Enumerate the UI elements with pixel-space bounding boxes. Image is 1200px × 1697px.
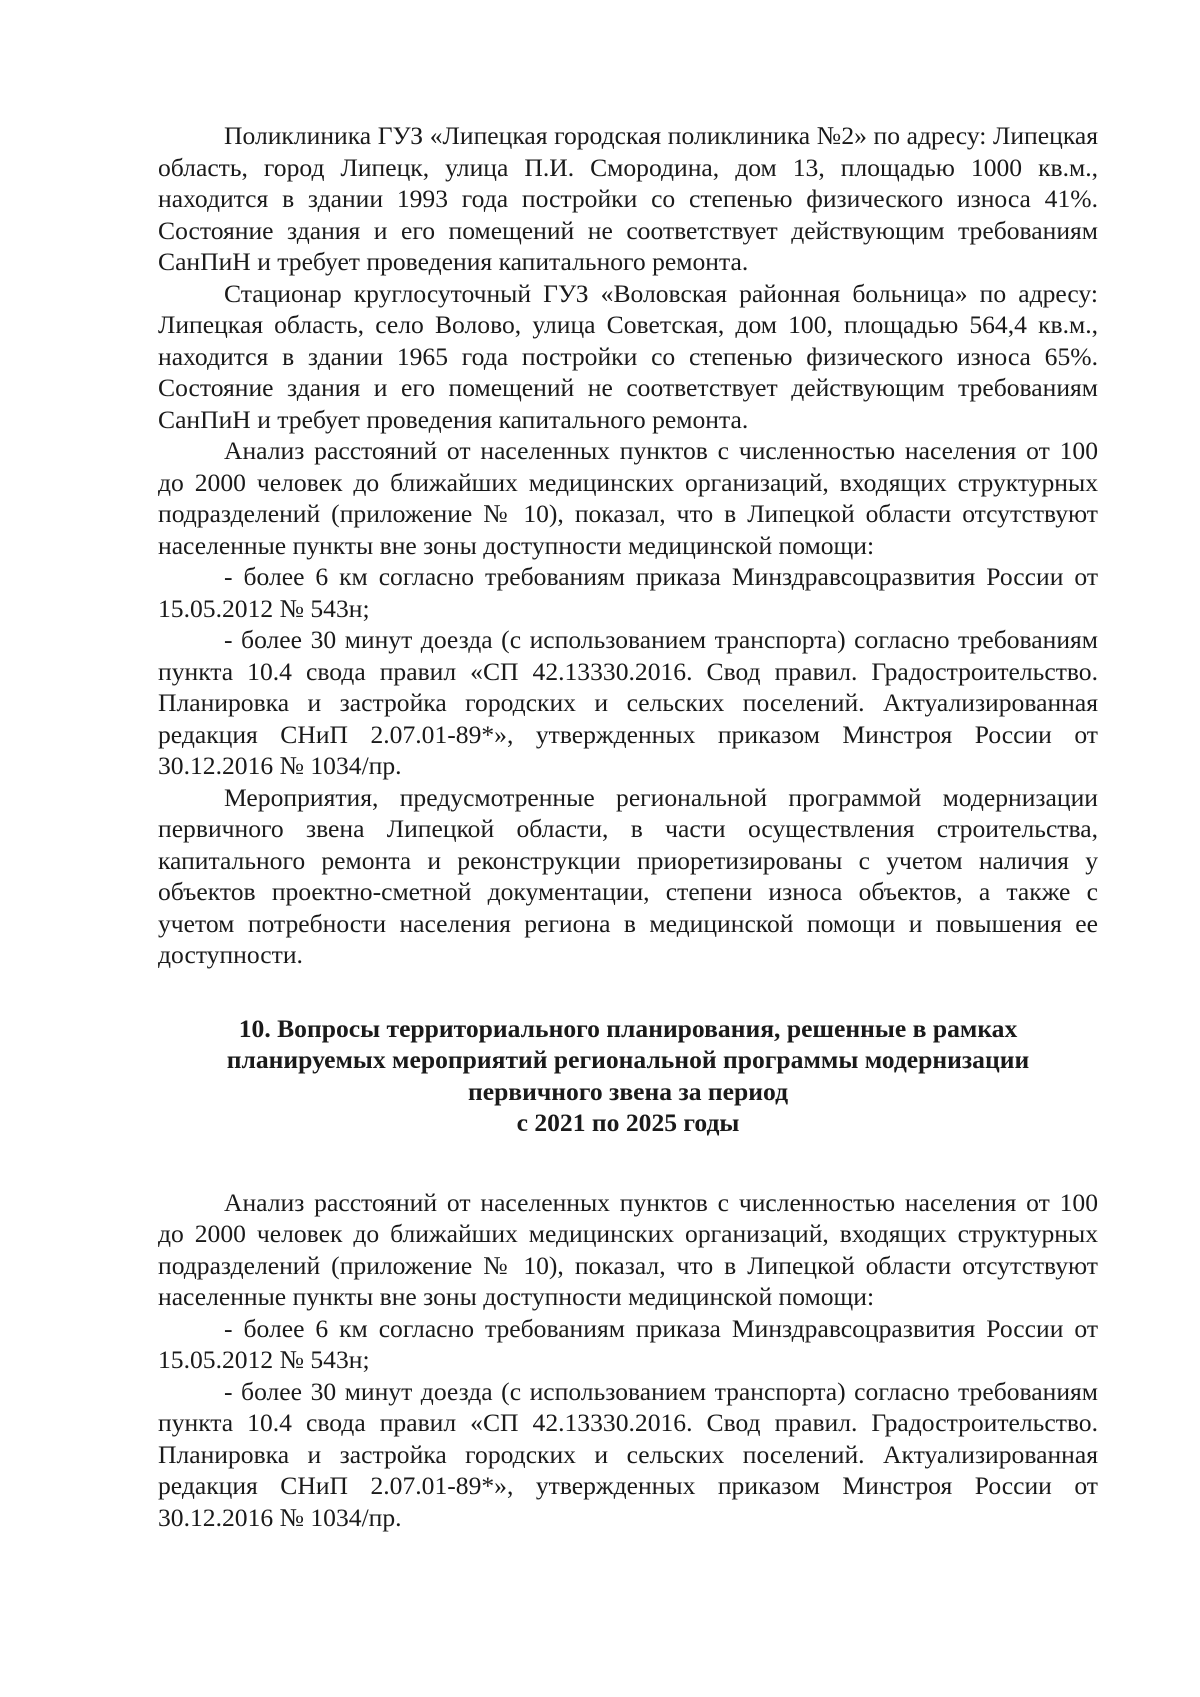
paragraph-distance-analysis-repeat: Анализ расстояний от населенных пунктов с численностью населения от 100 до 2000 человек до ближайших медицинских организаций, входящих структурных подразделений (приложение № 10), показал, что в Липецкой области отсутствуют населенные пункты вне зоны доступности медицинской помощи: xyxy=(158,1187,1098,1311)
section-spacer xyxy=(158,1139,1098,1187)
list-item-6km: - более 6 км согласно требованиям приказа Минздравсоцразвития России от 15.05.2012 № 543н; xyxy=(158,562,1098,623)
paragraph-polyclinic-2: Поликлиника ГУЗ «Липецкая городская поликлиника №2» по адресу: Липецкая область, город Липецк, улица П.И. Смородина, дом 13, площадью 1000 кв.м., находится в здании 1993 года постройки со степенью физического износа 41%. Состояние здания и его помещений не соответствует действующим требованиям СанПиН и требует проведения капитального ремонта. xyxy=(158,121,1098,276)
heading-line: первичного звена за период xyxy=(467,1076,789,1106)
paragraph-measures: Мероприятия, предусмотренные региональной программой модернизации первичного звена Липецкой области, в части осуществления строительства, капитального ремонта и реконструкции приоретизированы с учетом наличия у объектов проектно-сметной документации, степени износа объектов, а также с учетом потребности населения региона в медицинской помощи и повышения ее доступности. xyxy=(158,782,1098,969)
heading-line: 10. Вопросы территориального планирования, решенные в рамках xyxy=(238,1013,1018,1043)
list-item-6km-repeat: - более 6 км согласно требованиям приказа Минздравсоцразвития России от 15.05.2012 № 543н; xyxy=(158,1313,1098,1374)
paragraph-volovo-hospital: Стационар круглосуточный ГУЗ «Воловская районная больница» по адресу: Липецкая область, село Волово, улица Советская, дом 100, площадью 564,4 кв.м., находится в здании 1965 года постройки со степенью физического износа 65%. Состояние здания и его помещений не соответствует действующим требованиям СанПиН и требует проведения капитального ремонта. xyxy=(158,278,1098,434)
list-item-30min-repeat: - более 30 минут доезда (с использованием транспорта) согласно требованиям пункта 10.4 свода правил «СП 42.13330.2016. Свод правил. Градостроительство. Планировка и застройка городских и сельских поселений. Актуализированная редакция СНиП 2.07.01-89*», утвержденных приказом Минстроя России от 30.12.2016 № 1034/пр. xyxy=(158,1376,1098,1532)
document-body xyxy=(158,120,1098,1533)
heading-line: планируемых мероприятий региональной программы модернизации xyxy=(226,1045,1030,1074)
heading-line: с 2021 по 2025 годы xyxy=(516,1108,740,1137)
paragraph-distance-analysis: Анализ расстояний от населенных пунктов с численностью населения от 100 до 2000 человек до ближайших медицинских организаций, входящих структурных подразделений (приложение № 10), показал, что в Липецкой области отсутствуют населенные пункты вне зоны доступности медицинской помощи: xyxy=(158,436,1098,560)
section-heading-10 xyxy=(158,1013,1098,1139)
list-item-30min: - более 30 минут доезда (с использованием транспорта) согласно требованиям пункта 10.4 свода правил «СП 42.13330.2016. Свод правил. Градостроительство. Планировка и застройка городских и сельских поселений. Актуализированная редакция СНиП 2.07.01-89*», утвержденных приказом Минстроя России от 30.12.2016 № 1034/пр. xyxy=(158,625,1098,780)
